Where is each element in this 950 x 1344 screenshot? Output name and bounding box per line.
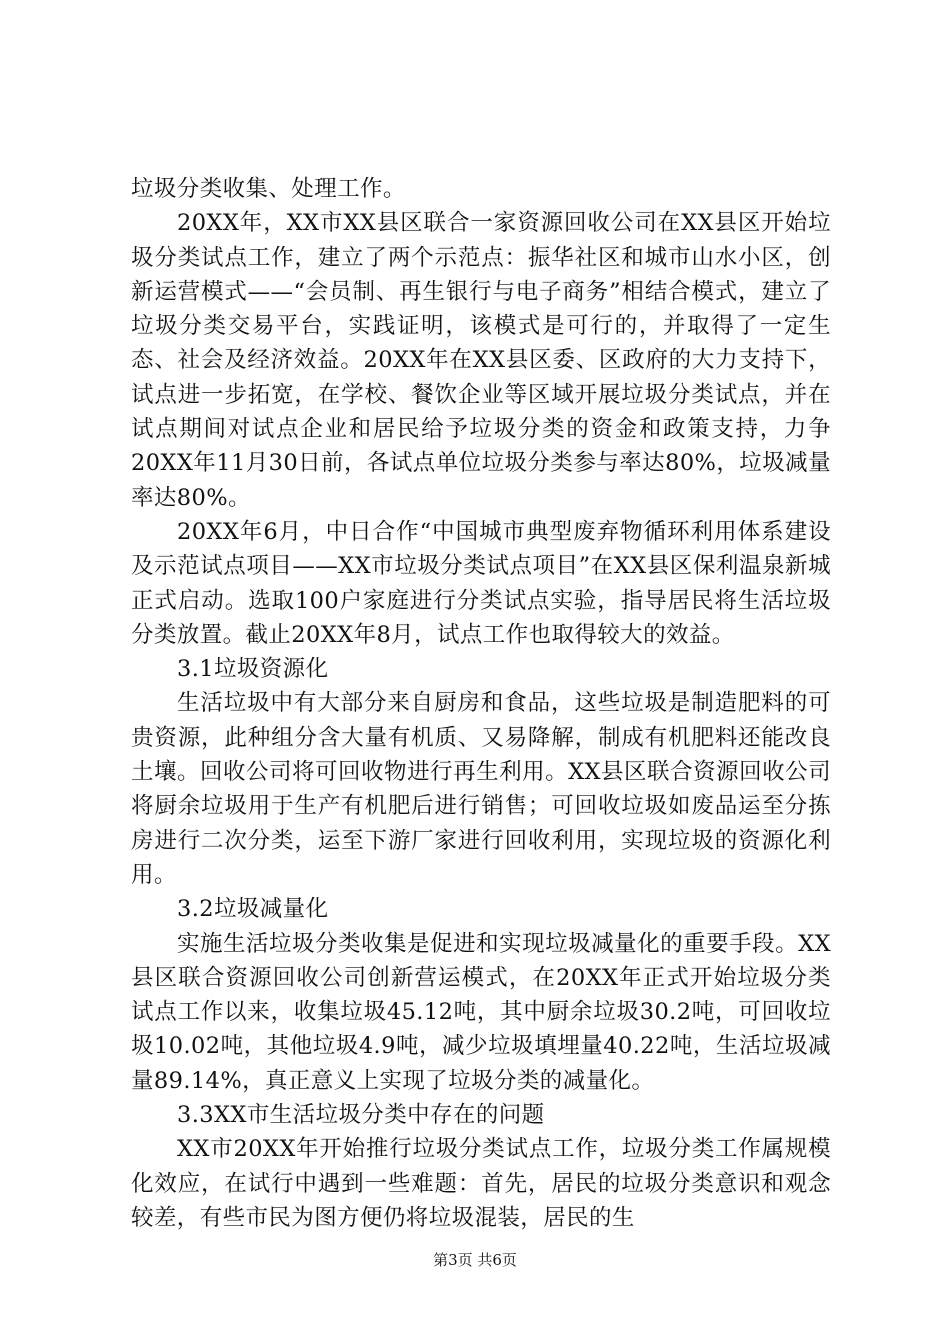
paragraph-continuation: 垃圾分类收集、处理工作。 (131, 176, 406, 202)
section-heading-3-1: 3.1垃圾资源化 (177, 656, 329, 683)
paragraph-resource-utilization: 生活垃圾中有大部分来自厨房和食品，这些垃圾是制造肥料的可贵资源，此种组分含大量有机质、又易降解，制成有机肥料还能改良土壤。回收公司将可回收物进行再生利用。XX县区联合资源回收公司将厨余垃圾用于生产有机肥后进行销售；可回收垃圾如废品运至分拣房进行二次分类，运至下游厂家进行回收利用，实现垃圾的资源化利用。 (131, 690, 831, 888)
paragraph-sino-japan-project: 20XX年6月，中日合作“中国城市典型废弃物循环利用体系建设及示范试点项目——XX市垃圾分类试点项目”在XX县区保利温泉新城正式启动。选取100户家庭进行分类试点实验，指导居民将生活垃圾分类放置。截止20XX年8月，试点工作也取得较大的效益。 (131, 518, 831, 648)
paragraph-pilot-2013: 20XX年，XX市XX县区联合一家资源回收公司在XX县区开始垃圾分类试点工作，建立了两个示范点：振华社区和城市山水小区，创新运营模式——“会员制、再生银行与电子商务”相结合模式，建立了垃圾分类交易平台，实践证明，该模式是可行的，并取得了一定生态、社会及经济效益。20XX年在XX县区委、区政府的大力支持下，试点进一步拓宽，在学校、餐饮企业等区域开展垃圾分类试点，并在试点期间对试点企业和居民给予垃圾分类的资金和政策支持，力争20XX年11月30日前，各试点单位垃圾分类参与率达80%，垃圾减量率达80%。 (131, 210, 831, 511)
paragraph-waste-reduction: 实施生活垃圾分类收集是促进和实现垃圾减量化的重要手段。XX县区联合资源回收公司创新营运模式，在20XX年正式开始垃圾分类试点工作以来，收集垃圾45.12吨，其中厨余垃圾30.2吨，可回收垃圾10.02吨，其他垃圾4.9吨，减少垃圾填埋量40.22吨，生活垃圾减量89.14%，真正意义上实现了垃圾分类的减量化。 (131, 930, 831, 1094)
section-heading-3-3: 3.3XX市生活垃圾分类中存在的问题 (177, 1102, 545, 1129)
section-heading-3-2: 3.2垃圾减量化 (177, 896, 329, 923)
document-body (131, 172, 831, 1235)
paragraph-existing-problems: XX市20XX年开始推行垃圾分类试点工作，垃圾分类工作属规模化效应，在试行中遇到一些难题：首先，居民的垃圾分类意识和观念较差，有些市民为图方便仍将垃圾混装，居民的生 (131, 1136, 831, 1231)
page-number-footer: 第3页 共6页 (433, 1251, 517, 1269)
